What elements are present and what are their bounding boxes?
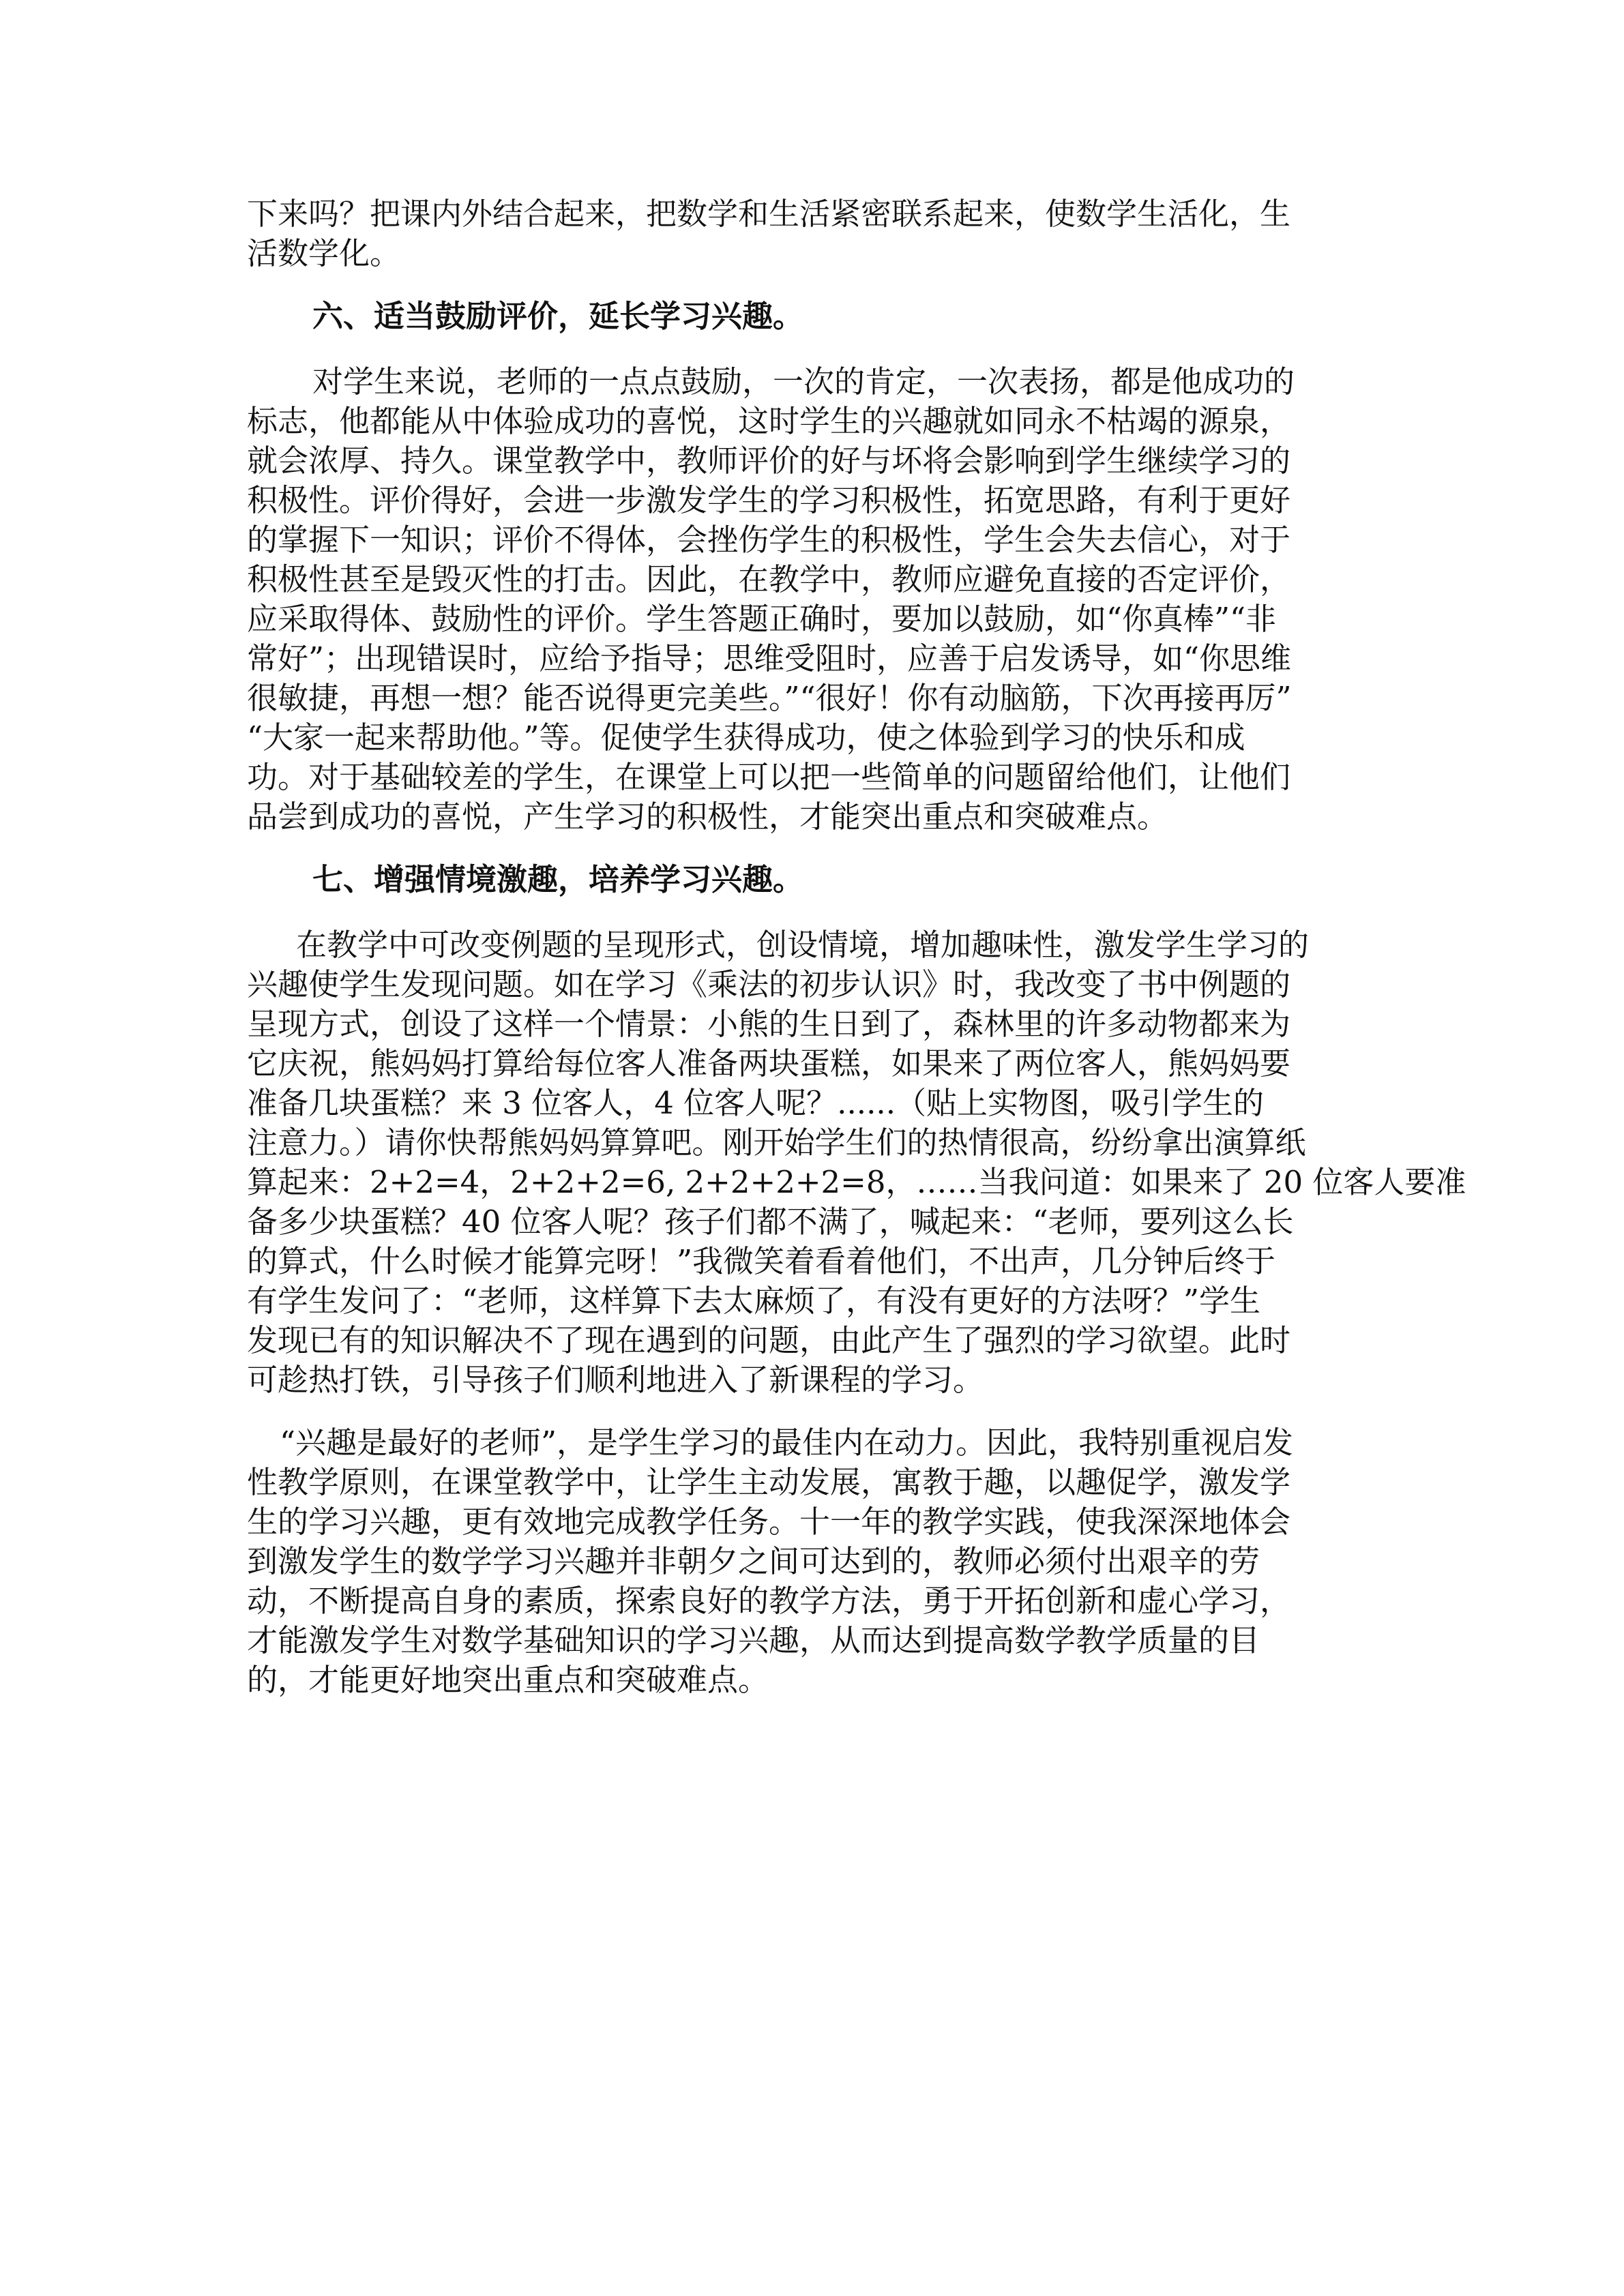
document-body bbox=[247, 194, 1466, 1723]
text-line: 它庆祝，熊妈妈打算给每位客人准备两块蛋糕，如果来了两位客人，熊妈妈要 bbox=[247, 1045, 1291, 1082]
paragraph-intro bbox=[247, 194, 1379, 273]
paragraph-situation bbox=[247, 925, 1466, 1400]
text-line: 下来吗？把课内外结合起来，把数学和生活紧密联系起来，使数学生活化，生 bbox=[247, 196, 1291, 232]
text-line: 算起来：2+2=4，2+2+2=6, 2+2+2+2=8，……当我问道：如果来了 20 位客人要准 bbox=[247, 1164, 1466, 1200]
text-line: 呈现方式，创设了这样一个情景：小熊的生日到了，森林里的许多动物都来为 bbox=[247, 1006, 1291, 1042]
text-line: 积极性。评价得好，会进一步激发学生的学习积极性，拓宽思路，有利于更好 bbox=[247, 482, 1291, 518]
text-line: 动，不断提高自身的素质，探索良好的教学方法，勇于开拓创新和虚心学习， bbox=[247, 1583, 1291, 1619]
text-line: 很敏捷，再想一想？能否说得更完美些。”“很好！你有动脑筋，下次再接再厉” bbox=[247, 680, 1292, 716]
text-line: 有学生发问了：“老师，这样算下去太麻烦了，有没有更好的方法呀？”学生 bbox=[247, 1283, 1261, 1319]
text-line: 在教学中可改变例题的呈现形式，创设情境，增加趣味性，激发学生学习的 bbox=[296, 927, 1310, 963]
text-line: 备多少块蛋糕？40 位客人呢？孩子们都不满了，喊起来：“老师，要列这么长 bbox=[247, 1204, 1294, 1240]
text-line: 准备几块蛋糕？来 3 位客人，4 位客人呢？......（贴上实物图，吸引学生的 bbox=[247, 1085, 1265, 1121]
text-line: 兴趣使学生发现问题。如在学习《乘法的初步认识》时，我改变了书中例题的 bbox=[247, 966, 1291, 1002]
text-line: 到激发学生的数学学习兴趣并非朝夕之间可达到的，教师必须付出艰辛的劳 bbox=[247, 1543, 1260, 1579]
paragraph-encouragement bbox=[247, 362, 1379, 837]
text-line: 标志，他都能从中体验成功的喜悦，这时学生的兴趣就如同永不枯竭的源泉， bbox=[247, 403, 1291, 439]
text-line: 性教学原则，在课堂教学中，让学生主动发展，寓教于趣，以趣促学，激发学 bbox=[247, 1464, 1291, 1500]
text-line: 的，才能更好地突出重点和突破难点。 bbox=[247, 1662, 769, 1698]
section-heading-6: 六、适当鼓励评价，延长学习兴趣。 bbox=[312, 298, 804, 334]
text-line: 就会浓厚、持久。课堂教学中，教师评价的好与坏将会影响到学生继续学习的 bbox=[247, 443, 1291, 479]
paragraph-conclusion bbox=[247, 1423, 1379, 1700]
text-line: 的掌握下一知识；评价不得体，会挫伤学生的积极性，学生会失去信心，对于 bbox=[247, 522, 1291, 558]
text-line: 积极性甚至是毁灭性的打击。因此，在教学中，教师应避免直接的否定评价， bbox=[247, 561, 1291, 597]
text-line: “大家一起来帮助他。”等。促使学生获得成功，使之体验到学习的快乐和成 bbox=[247, 719, 1245, 756]
text-line: 活数学化。 bbox=[247, 235, 401, 271]
section-heading-7: 七、增强情境激趣，培养学习兴趣。 bbox=[312, 861, 804, 897]
text-line: 才能激发学生对数学基础知识的学习兴趣，从而达到提高数学教学质量的目 bbox=[247, 1622, 1260, 1658]
text-line: 常好”；出现错误时，应给予指导；思维受阻时，应善于启发诱导，如“你思维 bbox=[247, 640, 1292, 676]
text-line: 品尝到成功的喜悦，产生学习的积极性，才能突出重点和突破难点。 bbox=[247, 799, 1168, 835]
text-line: 生的学习兴趣，更有效地完成教学任务。十一年的教学实践，使我深深地体会 bbox=[247, 1504, 1291, 1540]
text-line: 应采取得体、鼓励性的评价。学生答题正确时，要加以鼓励，如“你真棒”“非 bbox=[247, 601, 1277, 637]
text-line: 注意力。）请你快帮熊妈妈算算吧。刚开始学生们的热情很高，纷纷拿出演算纸 bbox=[247, 1124, 1306, 1161]
text-line: “兴趣是最好的老师”，是学生学习的最佳内在动力。因此，我特别重视启发 bbox=[280, 1425, 1294, 1461]
text-line: 功。对于基础较差的学生，在课堂上可以把一些简单的问题留给他们，让他们 bbox=[247, 759, 1291, 795]
text-line: 发现已有的知识解决不了现在遇到的问题，由此产生了强烈的学习欲望。此时 bbox=[247, 1322, 1291, 1358]
text-line: 的算式，什么时候才能算完呀！”我微笑着看着他们，不出声，几分钟后终于 bbox=[247, 1243, 1276, 1279]
text-line: 可趁热打铁，引导孩子们顺利地进入了新课程的学习。 bbox=[247, 1362, 984, 1398]
text-line: 对学生来说，老师的一点点鼓励，一次的肯定，一次表扬，都是他成功的 bbox=[312, 363, 1295, 400]
